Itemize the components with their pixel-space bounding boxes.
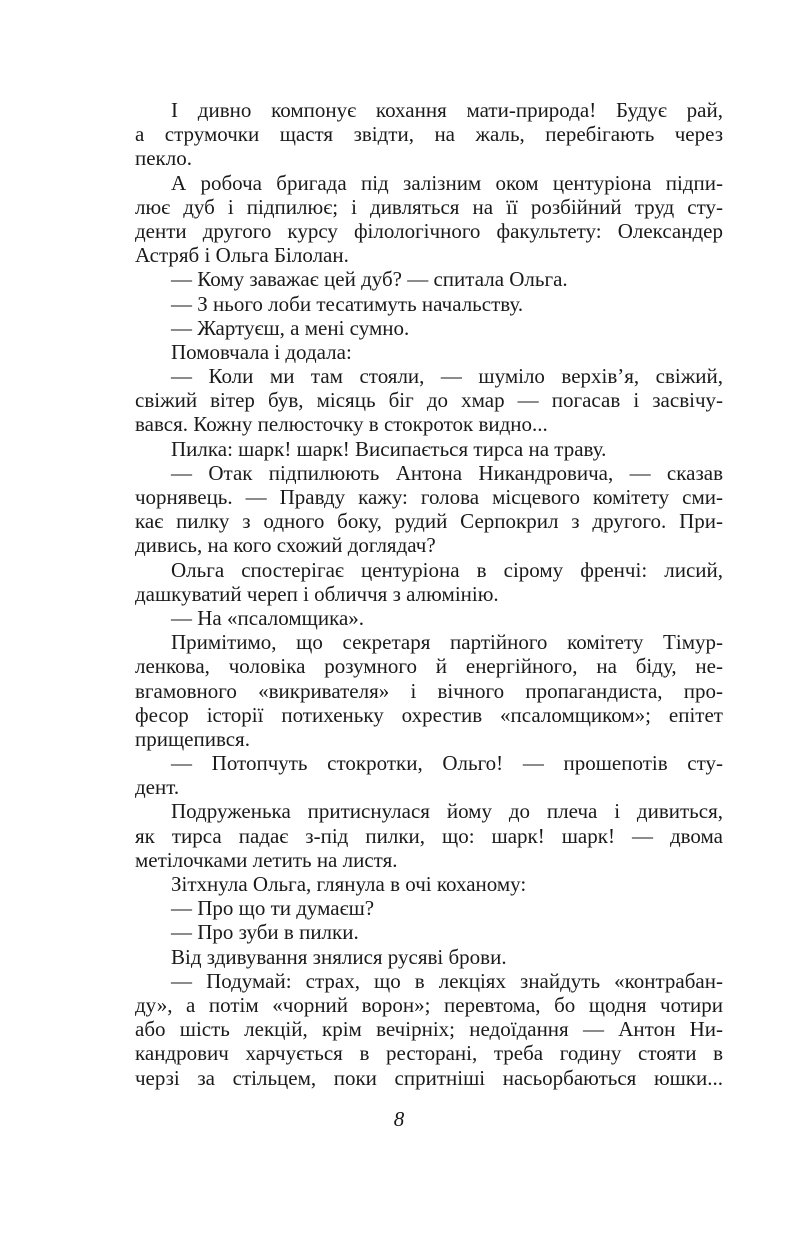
text-line: дашкуватий череп і обличчя з алюмінію.	[135, 581, 499, 606]
text-line: як тирса падає з-під пилки, що: шарк! шарк! — двома	[135, 823, 723, 848]
text-line: або шість лекцій, крім вечірніх; недоїдання — Антон Ни-	[135, 1017, 723, 1042]
text-line: свіжий вітер був, місяць біг до хмар — погасав і засвічу-	[135, 388, 723, 413]
text-line: — Жартуєш, а мені сумно.	[171, 315, 410, 340]
text-line: вгамовного «викривателя» і вічного пропагандиста, про-	[135, 678, 723, 703]
text-line: а струмочки щастя звідти, на жаль, перебігають через	[135, 122, 723, 147]
text-line: — Про зуби в пилки.	[171, 920, 359, 945]
text-line: А робоча бригада під залізним оком центуріона підпи-	[171, 170, 723, 195]
text-line: — На «псаломщика».	[171, 605, 365, 630]
text-line: — Коли ми там стояли, — шуміло верхів’я, свіжий,	[171, 364, 723, 389]
text-line: Подруженька притиснулася йому до плеча і дивиться,	[171, 799, 723, 824]
text-line: — Кому заважає цей дуб? — спитала Ольга.	[171, 267, 568, 292]
text-line: пекло.	[135, 146, 192, 171]
text-line: вався. Кожну пелюсточку в стокроток видно...	[135, 412, 548, 437]
text-line: метілочками летить на листя.	[135, 847, 398, 872]
body-text	[135, 98, 723, 1090]
text-line: дент.	[135, 775, 180, 800]
text-line: ленкова, чоловіка розумного й енергійного, на біду, не-	[135, 654, 723, 679]
text-line: Ольга спостерігає центуріона в сірому френчі: лисий,	[171, 557, 723, 582]
text-line: ду», а потім «чорний ворон»; перевтома, бо щодня чотири	[135, 992, 723, 1017]
text-line: чорнявець. — Правду кажу: голова місцевого комітету сми-	[135, 485, 723, 509]
text-line: — Потопчуть стокротки, Ольго! — прошепотів сту-	[171, 751, 723, 776]
text-line: — Отак підпилюють Антона Никандровича, — сказав	[171, 460, 723, 485]
text-line: лює дуб і підпилює; і дивляться на її розбійний труд сту-	[135, 194, 723, 219]
text-line: — З нього лоби тесатимуть начальству.	[171, 291, 524, 316]
text-line: Астряб і Ольга Білолан.	[135, 243, 349, 268]
text-line: Помовчала і додала:	[171, 339, 352, 364]
text-line: кає пилку з одного боку, рудий Серпокрил з другого. При-	[135, 509, 723, 534]
text-line: денти другого курсу філологічного факультету: Олександер	[135, 218, 723, 243]
text-line: — Подумай: страх, що в лекціях знайдуть «контрабан-	[171, 968, 723, 993]
text-line: Від здивування знялися русяві брови.	[171, 944, 507, 969]
text-line: — Про що ти думаєш?	[171, 896, 375, 921]
text-line: фесор історії потихеньку охрестив «псаломщиком»; епітет	[135, 702, 723, 727]
text-line: Пилка: шарк! шарк! Висипається тирса на траву.	[171, 436, 607, 461]
page-number: 8	[393, 1107, 405, 1131]
text-line: дивись, на кого схожий доглядач?	[135, 533, 436, 558]
text-line: черзі за стільцем, поки спритніші насьорбаються юшки...	[135, 1065, 723, 1090]
text-line: Зітхнула Ольга, глянула в очі коханому:	[171, 872, 527, 896]
text-line: І дивно компонує кохання мати-природа! Будує рай,	[171, 98, 723, 122]
text-line: кандрович харчується в ресторані, треба годину стояти в	[135, 1041, 723, 1066]
text-line: Примітимо, що секретаря партійного комітету Тімур-	[171, 630, 723, 655]
text-line: прищепився.	[135, 726, 250, 751]
